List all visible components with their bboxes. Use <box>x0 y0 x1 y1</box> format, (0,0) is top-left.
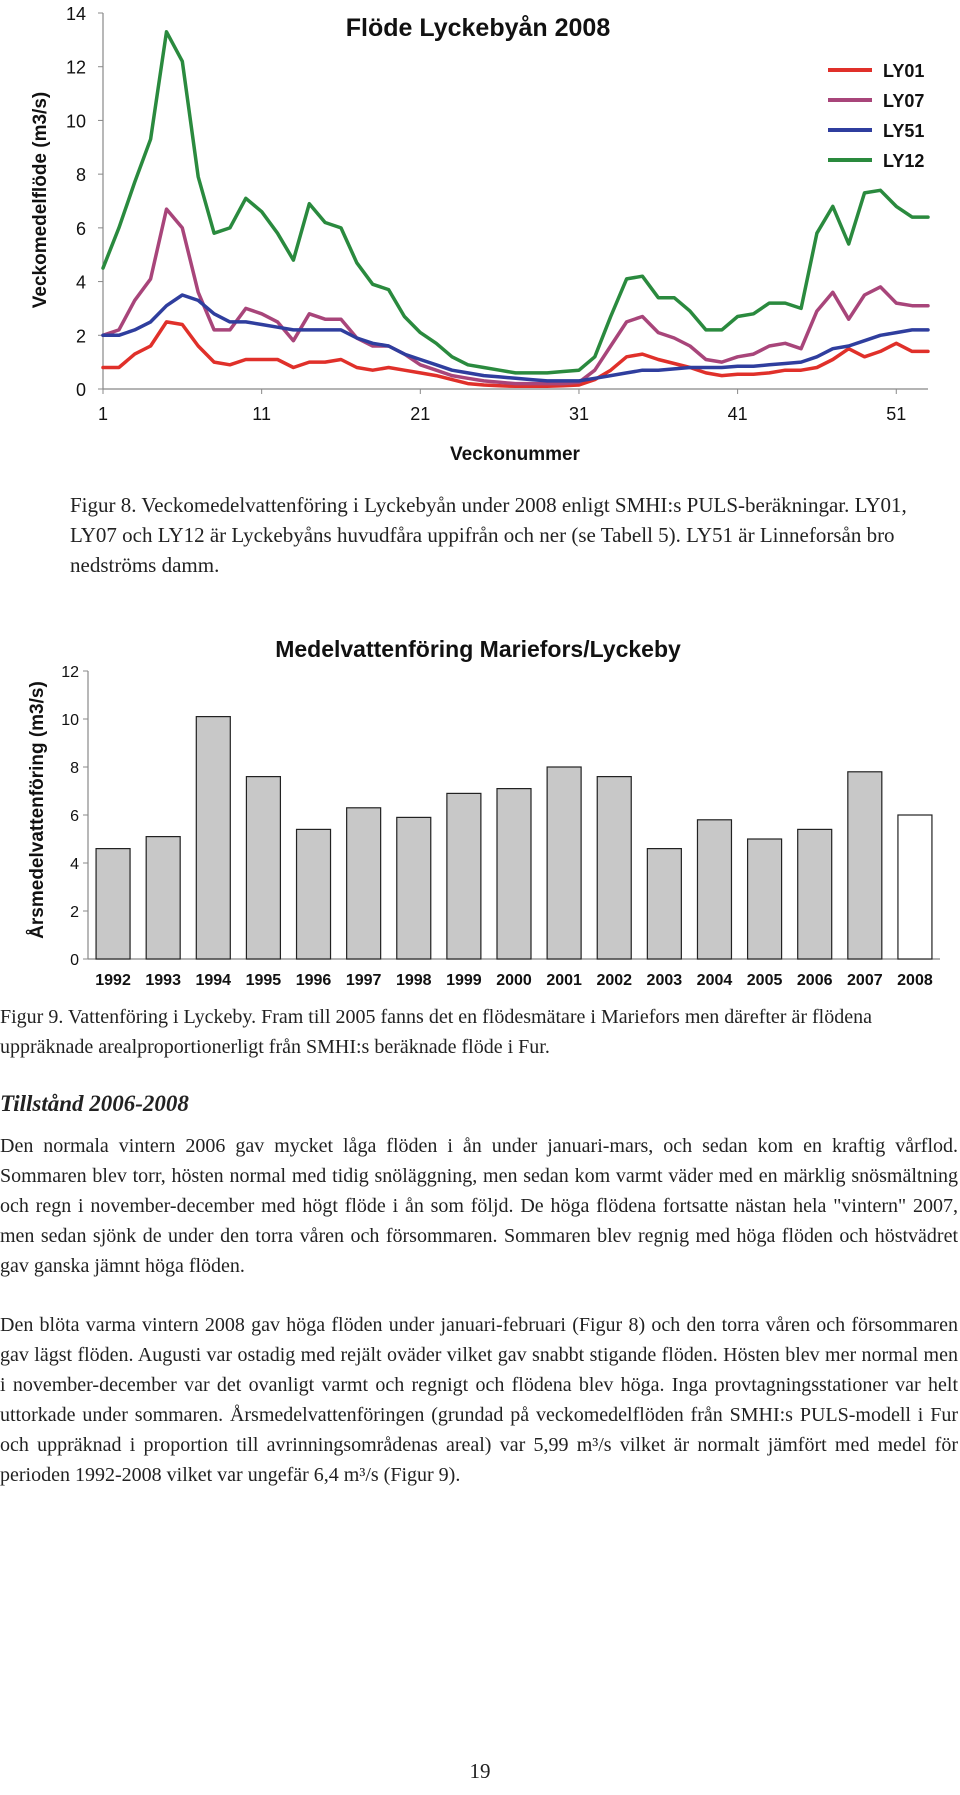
y-tick-label: 2 <box>70 904 79 921</box>
x-tick-label: 1999 <box>446 972 482 985</box>
x-tick-label: 11 <box>252 404 271 424</box>
bar-chart-bars <box>95 717 933 985</box>
y-tick-label: 8 <box>70 760 79 777</box>
bar-1996 <box>297 829 331 959</box>
line-chart-xlabel: Veckonummer <box>450 444 580 465</box>
x-tick-label: 1 <box>97 404 109 424</box>
line-chart <box>0 0 960 480</box>
line-chart-legend <box>828 61 924 171</box>
y-tick-label: 10 <box>65 111 86 132</box>
bar-2000 <box>497 789 531 959</box>
page-number: 19 <box>469 1759 491 1783</box>
x-tick-label: 21 <box>410 404 431 424</box>
bar-chart-ylabel: Årsmedelvattenföring (m3/s) <box>27 681 48 939</box>
bar-2002 <box>597 777 631 959</box>
x-tick-label: 31 <box>568 404 589 424</box>
y-tick-label: 0 <box>70 952 79 969</box>
bar-1993 <box>146 837 180 959</box>
y-tick-label: 4 <box>75 272 86 293</box>
x-tick-label: 2004 <box>696 972 733 985</box>
x-tick-label: 2003 <box>646 972 683 985</box>
bar-1999 <box>447 793 481 959</box>
x-tick-label: 2007 <box>847 972 883 985</box>
bar-2001 <box>547 767 581 959</box>
x-tick-label: 1994 <box>195 972 232 985</box>
bar-chart <box>0 625 960 985</box>
y-tick-label: 6 <box>70 808 79 825</box>
y-tick-label: 2 <box>75 326 86 347</box>
y-tick-label: 0 <box>75 380 86 400</box>
bar-1994 <box>196 717 230 959</box>
bar-1998 <box>397 817 431 959</box>
legend-label-ly12: LY12 <box>883 151 925 171</box>
line-chart-ylabel: Veckomedelflöde (m3/s) <box>30 91 51 309</box>
y-tick-label: 14 <box>65 4 86 24</box>
x-tick-label: 1995 <box>245 972 282 985</box>
x-tick-label: 1998 <box>395 972 432 985</box>
x-tick-label: 41 <box>727 404 748 424</box>
legend-label-ly01: LY01 <box>883 61 925 81</box>
x-tick-label: 2005 <box>746 972 783 985</box>
bar-2005 <box>748 839 782 959</box>
y-tick-label: 4 <box>70 856 79 873</box>
x-tick-label: 1996 <box>295 972 332 985</box>
x-tick-label: 1993 <box>145 972 181 985</box>
line-chart-series <box>103 32 928 387</box>
y-tick-label: 12 <box>61 664 79 681</box>
y-tick-label: 12 <box>65 57 86 78</box>
bar-chart-title: Medelvattenföring Mariefors/Lyckeby <box>275 636 681 662</box>
y-tick-label: 8 <box>75 165 86 186</box>
x-tick-label: 1992 <box>95 972 131 985</box>
y-tick-label: 6 <box>75 218 86 239</box>
bar-1997 <box>347 808 381 959</box>
bar-2008 <box>898 815 932 959</box>
x-tick-label: 2000 <box>496 972 532 985</box>
x-tick-label: 2008 <box>897 972 933 985</box>
legend-label-ly07: LY07 <box>883 91 925 111</box>
bar-2007 <box>848 772 882 959</box>
x-tick-label: 51 <box>886 404 907 424</box>
bar-2004 <box>697 820 731 959</box>
x-tick-label: 2002 <box>596 972 633 985</box>
legend-label-ly51: LY51 <box>883 121 925 141</box>
bar-1992 <box>96 849 130 959</box>
x-tick-label: 2006 <box>796 972 833 985</box>
bar-1995 <box>246 777 280 959</box>
line-chart-title: Flöde Lyckebyån 2008 <box>345 14 611 42</box>
bar-2006 <box>798 829 832 959</box>
x-tick-label: 2001 <box>546 972 582 985</box>
figure-8-caption: Figur 8. Veckomedelvattenföring i Lyckebyån under 2008 enligt SMHI:s PULS-beräkningar. LY01, LY07 och LY12 är Lyckebyåns huvudfåra uppifrån och ner (se Tabell 5). LY51 är Linneforsån bro nedströms damm. <box>70 493 907 577</box>
y-tick-label: 10 <box>61 712 79 729</box>
paragraph-2: Den blöta varma vintern 2008 gav höga flöden under januari-februari (Figur 8) och den torra våren och försommaren gav lägst flöden. Augusti var ostadig med rejält oväder vilket gav snabbt stigande flöden. Hösten blev mer normal men i november-december var det ovanligt varmt och regnigt och flödena blev höga. Inga provtagningsstationer var helt uttorkade under sommaren. Årsmedelvattenföringen (grundad på veckomedelflöden från SMHI:s PULS-modell i Fur och uppräknad i proportion till avrinningsområdenas areal) var 5,99 m³/s vilket är normalt jämfört med medel för perioden 1992-2008 vilket var ungefär 6,4 m³/s (Figur 9). <box>0 1314 958 1486</box>
figure-9-caption: Figur 9. Vattenföring i Lyckeby. Fram till 2005 fanns det en flödesmätare i Mariefors men därefter är flödena uppräknade arealproportionerligt från SMHI:s beräknade flöde i Fur. <box>0 1006 872 1058</box>
x-tick-label: 1997 <box>345 972 382 985</box>
paragraph-1: Den normala vintern 2006 gav mycket låga flöden i ån under januari-mars, och sedan kom en kraftig vårflod. Sommaren blev torr, hösten normal med tidig snöläggning, men sedan kom varmt väder med en märklig snösmältning och regn i november-december med högt flöde i ån som följd. De höga flödena fortsatte nästan hela "vintern" 2007, men sedan sjönk de under den torra våren och försommaren. Sommaren blev regnig med höga flöden och höstvädret gav ganska jämnt höga flöden. <box>0 1135 958 1277</box>
bar-2003 <box>647 849 681 959</box>
section-heading: Tillstånd 2006-2008 <box>0 1091 189 1116</box>
